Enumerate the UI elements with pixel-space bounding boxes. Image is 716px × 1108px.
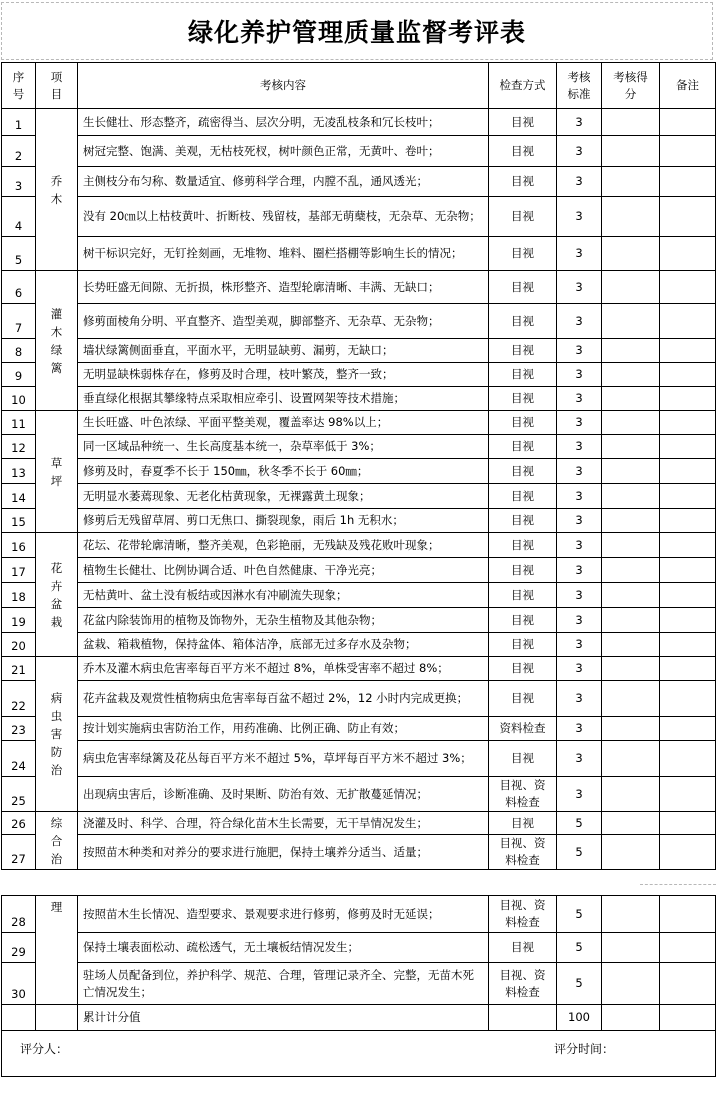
row-standard: 3 — [557, 509, 602, 533]
row-number: 12 — [2, 435, 36, 459]
row-standard: 3 — [557, 608, 602, 633]
row-remark[interactable] — [660, 136, 716, 167]
row-method: 目视 — [489, 633, 557, 657]
row-content: 没有 20㎝以上枯枝黄叶、折断枝、残留枝，基部无萌蘖枝，无杂草、无杂物； — [78, 197, 489, 237]
row-number: 15 — [2, 509, 36, 533]
row-score[interactable] — [602, 435, 660, 459]
row-number: 1 — [2, 109, 36, 136]
row-method: 目视 — [489, 304, 557, 339]
row-number: 22 — [2, 681, 36, 717]
row-method: 目视、资料检查 — [489, 777, 557, 812]
row-remark[interactable] — [660, 633, 716, 657]
row-standard: 3 — [557, 167, 602, 197]
header-standard: 考核标准 — [557, 63, 602, 109]
row-number: 20 — [2, 633, 36, 657]
category-comp1: 综合治 — [36, 812, 78, 870]
table-row — [2, 933, 716, 963]
row-standard: 3 — [557, 435, 602, 459]
row-standard: 3 — [557, 136, 602, 167]
row-remark[interactable] — [660, 363, 716, 387]
row-number: 7 — [2, 304, 36, 339]
row-remark[interactable] — [660, 411, 716, 435]
row-score[interactable] — [602, 459, 660, 484]
page-title: 绿化养护管理质量监督考评表 — [1, 2, 713, 60]
table-row — [2, 509, 716, 533]
category-lawn: 草坪 — [36, 411, 78, 533]
row-number: 14 — [2, 484, 36, 509]
row-number: 13 — [2, 459, 36, 484]
row-remark[interactable] — [660, 741, 716, 777]
header-method: 检查方式 — [489, 63, 557, 109]
row-number: 5 — [2, 237, 36, 271]
table-row — [2, 681, 716, 717]
total-row — [2, 1005, 716, 1031]
row-method: 目视 — [489, 271, 557, 304]
row-content: 修剪及时，春夏季不长于 150㎜，秋冬季不长于 60㎜； — [78, 459, 489, 484]
header-content: 考核内容 — [78, 63, 489, 109]
table-row — [2, 963, 716, 1005]
row-score[interactable] — [602, 167, 660, 197]
row-number: 25 — [2, 777, 36, 812]
category-pest: 病虫害防治 — [36, 657, 78, 812]
row-remark[interactable] — [660, 387, 716, 411]
row-standard: 3 — [557, 411, 602, 435]
row-number: 6 — [2, 271, 36, 304]
row-number: 29 — [2, 933, 36, 963]
row-number: 27 — [2, 835, 36, 870]
row-standard: 3 — [557, 109, 602, 136]
row-remark[interactable] — [660, 933, 716, 963]
table-row — [2, 812, 716, 835]
row-score[interactable] — [602, 681, 660, 717]
table-row — [2, 896, 716, 933]
row-score[interactable] — [602, 509, 660, 533]
table-row — [2, 608, 716, 633]
row-method: 目视 — [489, 435, 557, 459]
row-content: 按照苗木种类和对养分的要求进行施肥，保持土壤养分适当、适量； — [78, 835, 489, 870]
row-method: 目视 — [489, 387, 557, 411]
row-content: 生长健壮、形态整齐，疏密得当、层次分明，无凌乱枝条和冗长枝叶； — [78, 109, 489, 136]
row-number: 24 — [2, 741, 36, 777]
row-content: 无明显缺株弱株存在，修剪及时合理，枝叶繁茂，整齐一致； — [78, 363, 489, 387]
row-remark[interactable] — [660, 167, 716, 197]
row-standard: 3 — [557, 304, 602, 339]
table-row — [2, 717, 716, 741]
row-score[interactable] — [602, 835, 660, 870]
row-score[interactable] — [602, 387, 660, 411]
total-value: 100 — [557, 1005, 602, 1031]
page-break — [0, 884, 716, 895]
row-number: 10 — [2, 387, 36, 411]
table-row — [2, 339, 716, 363]
row-score[interactable] — [602, 197, 660, 237]
row-content: 树冠完整、饱满、美观，无枯枝死杈，树叶颜色正常，无黄叶、卷叶； — [78, 136, 489, 167]
row-standard: 3 — [557, 681, 602, 717]
row-number: 19 — [2, 608, 36, 633]
row-score[interactable] — [602, 933, 660, 963]
header-item: 项目 — [36, 63, 78, 109]
row-score[interactable] — [602, 633, 660, 657]
category-flower: 花卉盆栽 — [36, 533, 78, 657]
row-remark[interactable] — [660, 812, 716, 835]
row-number: 28 — [2, 896, 36, 933]
row-content: 无明显水萎蔫现象、无老化枯黄现象，无裸露黄土现象； — [78, 484, 489, 509]
row-remark[interactable] — [660, 304, 716, 339]
row-remark[interactable] — [660, 608, 716, 633]
row-score[interactable] — [602, 271, 660, 304]
table-row — [2, 533, 716, 558]
row-remark[interactable] — [660, 459, 716, 484]
row-number: 2 — [2, 136, 36, 167]
row-score[interactable] — [602, 812, 660, 835]
row-content: 修剪面棱角分明、平直整齐、造型美观，脚部整齐、无杂草、无杂物； — [78, 304, 489, 339]
row-content: 花卉盆栽及观赏性植物病虫危害率每百盆不超过 2%，12 小时内完成更换； — [78, 681, 489, 717]
row-standard: 3 — [557, 558, 602, 583]
table-row — [2, 271, 716, 304]
row-method: 目视 — [489, 558, 557, 583]
row-remark[interactable] — [660, 509, 716, 533]
row-score[interactable] — [602, 583, 660, 608]
table-row — [2, 167, 716, 197]
row-content: 按照苗木生长情况、造型要求、景观要求进行修剪，修剪及时无延误； — [78, 896, 489, 933]
table-row — [2, 558, 716, 583]
row-method: 目视、资料检查 — [489, 835, 557, 870]
row-remark[interactable] — [660, 583, 716, 608]
row-number: 21 — [2, 657, 36, 681]
row-remark[interactable] — [660, 558, 716, 583]
table-row — [2, 411, 716, 435]
row-score[interactable] — [602, 339, 660, 363]
table-row — [2, 657, 716, 681]
table-row — [2, 304, 716, 339]
row-standard: 5 — [557, 812, 602, 835]
row-standard: 3 — [557, 741, 602, 777]
row-standard: 3 — [557, 777, 602, 812]
total-label: 累计计分值 — [78, 1005, 489, 1031]
row-remark[interactable] — [660, 484, 716, 509]
row-method: 目视 — [489, 933, 557, 963]
row-score[interactable] — [602, 717, 660, 741]
row-number: 11 — [2, 411, 36, 435]
row-standard: 3 — [557, 583, 602, 608]
row-content: 树干标识完好，无钉拴刻画，无堆物、堆料、圈栏搭棚等影响生长的情况； — [78, 237, 489, 271]
table-row — [2, 197, 716, 237]
row-remark[interactable] — [660, 533, 716, 558]
row-number: 8 — [2, 339, 36, 363]
row-content: 植物生长健壮、比例协调合适、叶色自然健康、干净光亮； — [78, 558, 489, 583]
table-row — [2, 835, 716, 870]
row-remark[interactable] — [660, 681, 716, 717]
header-row — [2, 63, 716, 109]
row-remark[interactable] — [660, 896, 716, 933]
row-score[interactable] — [602, 304, 660, 339]
row-remark[interactable] — [660, 271, 716, 304]
scorer-label: 评分人： — [20, 1042, 69, 1056]
row-method: 目视 — [489, 681, 557, 717]
row-method: 目视 — [489, 363, 557, 387]
row-method: 目视 — [489, 197, 557, 237]
row-standard: 3 — [557, 237, 602, 271]
row-remark[interactable] — [660, 963, 716, 1005]
row-standard: 5 — [557, 896, 602, 933]
row-standard: 3 — [557, 363, 602, 387]
row-score[interactable] — [602, 657, 660, 681]
evaluation-table — [1, 62, 716, 870]
row-score[interactable] — [602, 777, 660, 812]
row-standard: 5 — [557, 835, 602, 870]
row-method: 目视、资料检查 — [489, 963, 557, 1005]
row-standard: 3 — [557, 533, 602, 558]
header-score: 考核得分 — [602, 63, 660, 109]
row-content: 生长旺盛、叶色浓绿、平面平整美观，覆盖率达 98%以上； — [78, 411, 489, 435]
row-method: 目视 — [489, 533, 557, 558]
row-remark[interactable] — [660, 435, 716, 459]
row-content: 垂直绿化根据其攀缘特点采取相应牵引、设置网架等技术措施； — [78, 387, 489, 411]
row-remark[interactable] — [660, 109, 716, 136]
row-method: 目视 — [489, 167, 557, 197]
row-content: 长势旺盛无间隙、无折损，株形整齐、造型轮廓清晰、丰满、无缺口； — [78, 271, 489, 304]
row-standard: 3 — [557, 271, 602, 304]
row-content: 病虫危害率绿篱及花丛每百平方米不超过 5%，草坪每百平方米不超过 3%； — [78, 741, 489, 777]
row-score[interactable] — [602, 411, 660, 435]
row-method: 目视 — [489, 741, 557, 777]
row-standard: 3 — [557, 484, 602, 509]
row-score[interactable] — [602, 136, 660, 167]
row-score[interactable] — [602, 608, 660, 633]
row-content: 出现病虫害后，诊断准确、及时果断、防治有效、无扩散蔓延情况； — [78, 777, 489, 812]
row-number: 30 — [2, 963, 36, 1005]
row-content: 按计划实施病虫害防治工作，用药准确、比例正确、防止有效； — [78, 717, 489, 741]
table-row — [2, 136, 716, 167]
row-method: 目视 — [489, 484, 557, 509]
row-method: 目视 — [489, 459, 557, 484]
header-remark: 备注 — [660, 63, 716, 109]
table-row — [2, 583, 716, 608]
table-row — [2, 435, 716, 459]
row-score[interactable] — [602, 896, 660, 933]
row-number: 26 — [2, 812, 36, 835]
row-remark[interactable] — [660, 657, 716, 681]
row-content: 花盆内除装饰用的植物及饰物外，无杂生植物及其他杂物； — [78, 608, 489, 633]
row-remark[interactable] — [660, 777, 716, 812]
row-standard: 3 — [557, 197, 602, 237]
row-method: 目视 — [489, 237, 557, 271]
row-content: 修剪后无残留草屑、剪口无焦口、撕裂现象，雨后 1h 无积水； — [78, 509, 489, 533]
row-standard: 3 — [557, 657, 602, 681]
row-method: 目视 — [489, 136, 557, 167]
row-remark[interactable] — [660, 237, 716, 271]
table-row — [2, 237, 716, 271]
row-standard: 3 — [557, 387, 602, 411]
row-number: 4 — [2, 197, 36, 237]
row-remark[interactable] — [660, 835, 716, 870]
row-score[interactable] — [602, 741, 660, 777]
row-score[interactable] — [602, 363, 660, 387]
table-row — [2, 387, 716, 411]
row-score[interactable] — [602, 237, 660, 271]
row-standard: 5 — [557, 963, 602, 1005]
table-row — [2, 633, 716, 657]
row-content: 保持土壤表面松动、疏松透气，无土壤板结情况发生； — [78, 933, 489, 963]
row-score[interactable] — [602, 484, 660, 509]
row-content: 墙状绿篱侧面垂直，平面水平，无明显缺剪、漏剪，无缺口； — [78, 339, 489, 363]
row-standard: 3 — [557, 633, 602, 657]
row-standard: 3 — [557, 339, 602, 363]
row-method: 目视 — [489, 583, 557, 608]
table-row — [2, 741, 716, 777]
row-content: 主侧枝分布匀称、数量适宜、修剪科学合理，内膛不乱，通风透光； — [78, 167, 489, 197]
row-method: 目视 — [489, 608, 557, 633]
row-remark[interactable] — [660, 339, 716, 363]
row-number: 23 — [2, 717, 36, 741]
table-row — [2, 459, 716, 484]
row-method: 目视、资料检查 — [489, 896, 557, 933]
row-method: 目视 — [489, 812, 557, 835]
row-score[interactable] — [602, 558, 660, 583]
category-shrub: 灌木绿篱 — [36, 271, 78, 411]
row-number: 18 — [2, 583, 36, 608]
table-row — [2, 109, 716, 136]
table-row — [2, 777, 716, 812]
row-standard: 3 — [557, 459, 602, 484]
row-content: 乔木及灌木病虫危害率每百平方米不超过 8%，单株受害率不超过 8%； — [78, 657, 489, 681]
category-tree: 乔木 — [36, 109, 78, 271]
category-comp2: 理 — [36, 896, 78, 1005]
row-standard: 3 — [557, 717, 602, 741]
row-content: 无枯黄叶、盆土没有板结或因淋水有冲刷流失现象； — [78, 583, 489, 608]
row-method: 目视 — [489, 411, 557, 435]
row-method: 资料检查 — [489, 717, 557, 741]
row-remark[interactable] — [660, 717, 716, 741]
row-content: 同一区域品种统一、生长高度基本统一，杂草率低于 3%； — [78, 435, 489, 459]
score-time-label: 评分时间： — [554, 1042, 615, 1056]
row-number: 16 — [2, 533, 36, 558]
row-content: 浇灌及时、科学、合理，符合绿化苗木生长需要，无干旱情况发生； — [78, 812, 489, 835]
table-row — [2, 484, 716, 509]
row-score[interactable] — [602, 963, 660, 1005]
header-seq: 序号 — [2, 63, 36, 109]
row-content: 盆栽、箱栽植物，保持盆体、箱体洁净，底部无过多存水及杂物； — [78, 633, 489, 657]
row-remark[interactable] — [660, 197, 716, 237]
row-method: 目视 — [489, 657, 557, 681]
row-score[interactable] — [602, 109, 660, 136]
row-score[interactable] — [602, 533, 660, 558]
row-number: 3 — [2, 167, 36, 197]
row-content: 驻场人员配备到位，养护科学、规范、合理，管理记录齐全、完整，无苗木死亡情况发生； — [78, 963, 489, 1005]
row-standard: 5 — [557, 933, 602, 963]
row-number: 17 — [2, 558, 36, 583]
row-method: 目视 — [489, 509, 557, 533]
row-method: 目视 — [489, 339, 557, 363]
row-method: 目视 — [489, 109, 557, 136]
table-row — [2, 363, 716, 387]
row-content: 花坛、花带轮廓清晰，整齐美观，色彩艳丽，无残缺及残花败叶现象； — [78, 533, 489, 558]
row-number: 9 — [2, 363, 36, 387]
